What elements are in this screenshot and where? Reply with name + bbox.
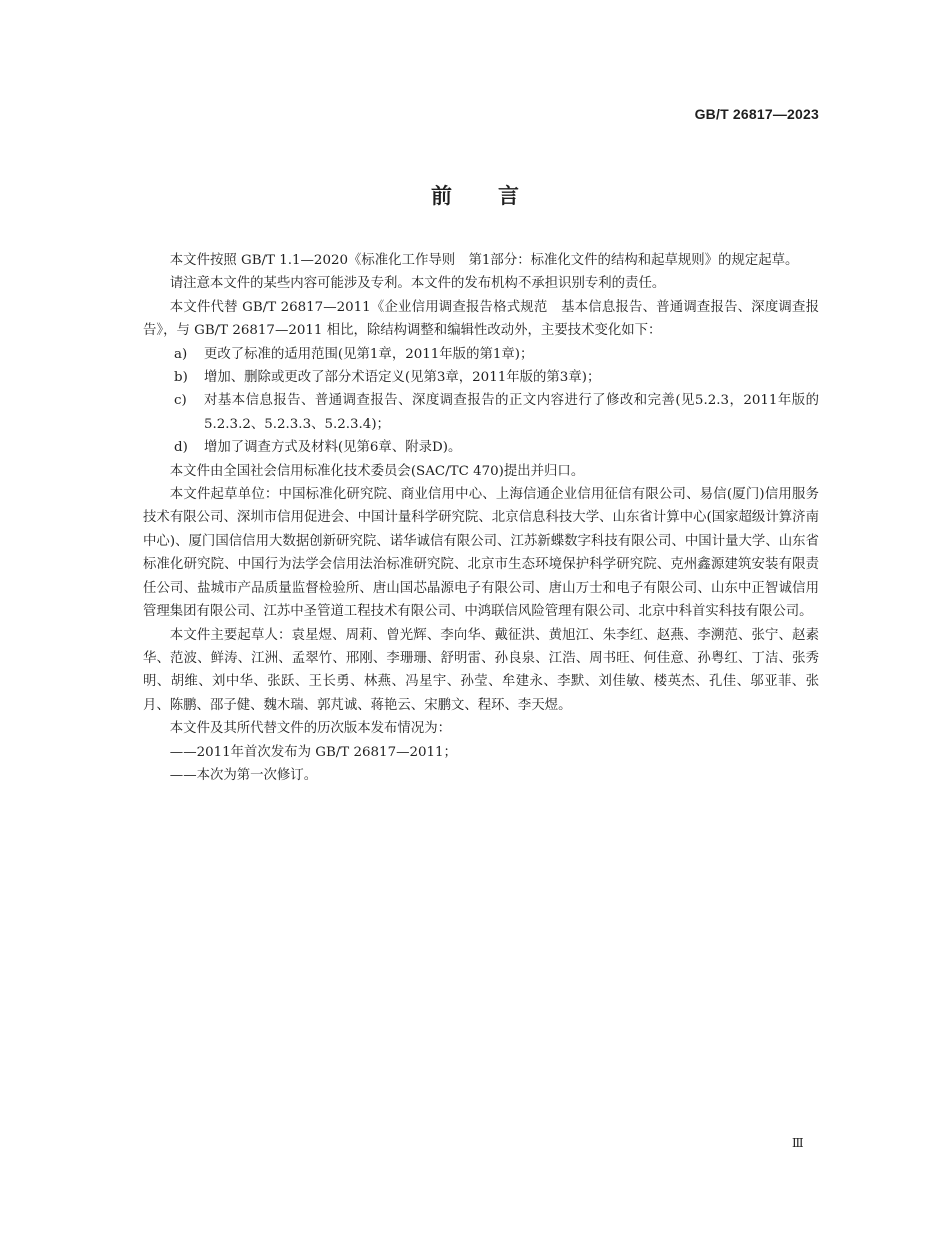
document-body <box>143 249 819 787</box>
list-marker: c) <box>174 393 187 409</box>
change-item-d <box>143 436 819 459</box>
page-title: 前言 <box>431 184 565 208</box>
change-item-b <box>143 366 819 389</box>
list-marker: b) <box>174 370 188 386</box>
change-item-a <box>143 343 819 366</box>
drafting-units-paragraph: 本文件起草单位：中国标准化研究院、商业信用中心、上海信通企业信用征信有限公司、易信(厦门)信用服务技术有限公司、深圳市信用促进会、中国计量科学研究院、北京信息科技大学、山东省计算中心(国家超级计算济南中心)、厦门国信信用大数据创新研究院、诺华诚信有限公司、江苏新蝶数字科技有限公司、中国计量大学、山东省标准化研究院、中国行为法学会信用法治标准研究院、北京市生态环境保护科学研究院、克州鑫源建筑安装有限责任公司、盐城市产品质量监督检验所、唐山国芯晶源电子有限公司、唐山万士和电子有限公司、山东中正智诚信用管理集团有限公司、江苏中圣管道工程技术有限公司、中鸿联信风险管理有限公司、北京中科首实科技有限公司。 <box>143 487 819 620</box>
proposer-paragraph: 本文件由全国社会信用标准化技术委员会(SAC/TC 470)提出并归口。 <box>169 463 585 479</box>
history-intro-paragraph: 本文件及其所代替文件的历次版本发布情况为： <box>169 721 451 737</box>
change-item-c <box>143 389 819 436</box>
history-item: ——本次为第一次修订。 <box>169 767 318 783</box>
list-marker: a) <box>174 346 188 362</box>
standard-code: GB/T 26817—2023 <box>694 106 819 122</box>
list-marker: d) <box>174 440 188 456</box>
patent-notice-paragraph: 请注意本文件的某些内容可能涉及专利。本文件的发布机构不承担识别专利的责任。 <box>169 276 666 292</box>
drafting-rules-paragraph: 本文件按照 GB/T 1.1—2020《标准化工作导则 第1部分：标准化文件的结构和起草规则》的规定起草。 <box>169 253 799 268</box>
replacement-paragraph: 本文件代替 GB/T 26817—2011《企业信用调查报告格式规范 基本信息报告、普通调查报告、深度调查报告》，与 GB/T 26817—2011 相比，除结构调整和编辑性改动外，主要技术变化如下： <box>143 299 819 339</box>
drafters-paragraph: 本文件主要起草人：袁星煜、周莉、曾光辉、李向华、戴征洪、黄旭江、朱李红、赵燕、李溯范、张宁、赵素华、范波、鲜涛、江洲、孟翠竹、邢刚、李珊珊、舒明雷、孙良泉、江浩、周书旺、何佳意、孙粤红、丁洁、张秀明、胡维、刘中华、张跃、王长勇、林燕、冯星宇、孙莹、牟建永、李默、刘佳敏、楼英杰、孔佳、邬亚菲、张月、陈鹏、邵子健、魏木瑞、郭芃诚、蒋艳云、宋鹏文、程环、李天煜。 <box>143 627 819 713</box>
history-item: ——2011年首次发布为 GB/T 26817—2011； <box>169 744 457 760</box>
list-item-text: 增加、删除或更改了部分术语定义(见第3章，2011年版的第3章)； <box>204 370 601 386</box>
list-item-text: 更改了标准的适用范围(见第1章，2011年版的第1章)； <box>204 346 534 362</box>
page-number: Ⅲ <box>792 1136 804 1150</box>
list-item-text: 增加了调查方式及材料(见第6章、附录D)。 <box>204 440 462 456</box>
list-item-text: 对基本信息报告、普通调查报告、深度调查报告的正文内容进行了修改和完善(见5.2.3，2011年版的5.2.3.2、5.2.3.3、5.2.3.4)； <box>204 393 819 432</box>
